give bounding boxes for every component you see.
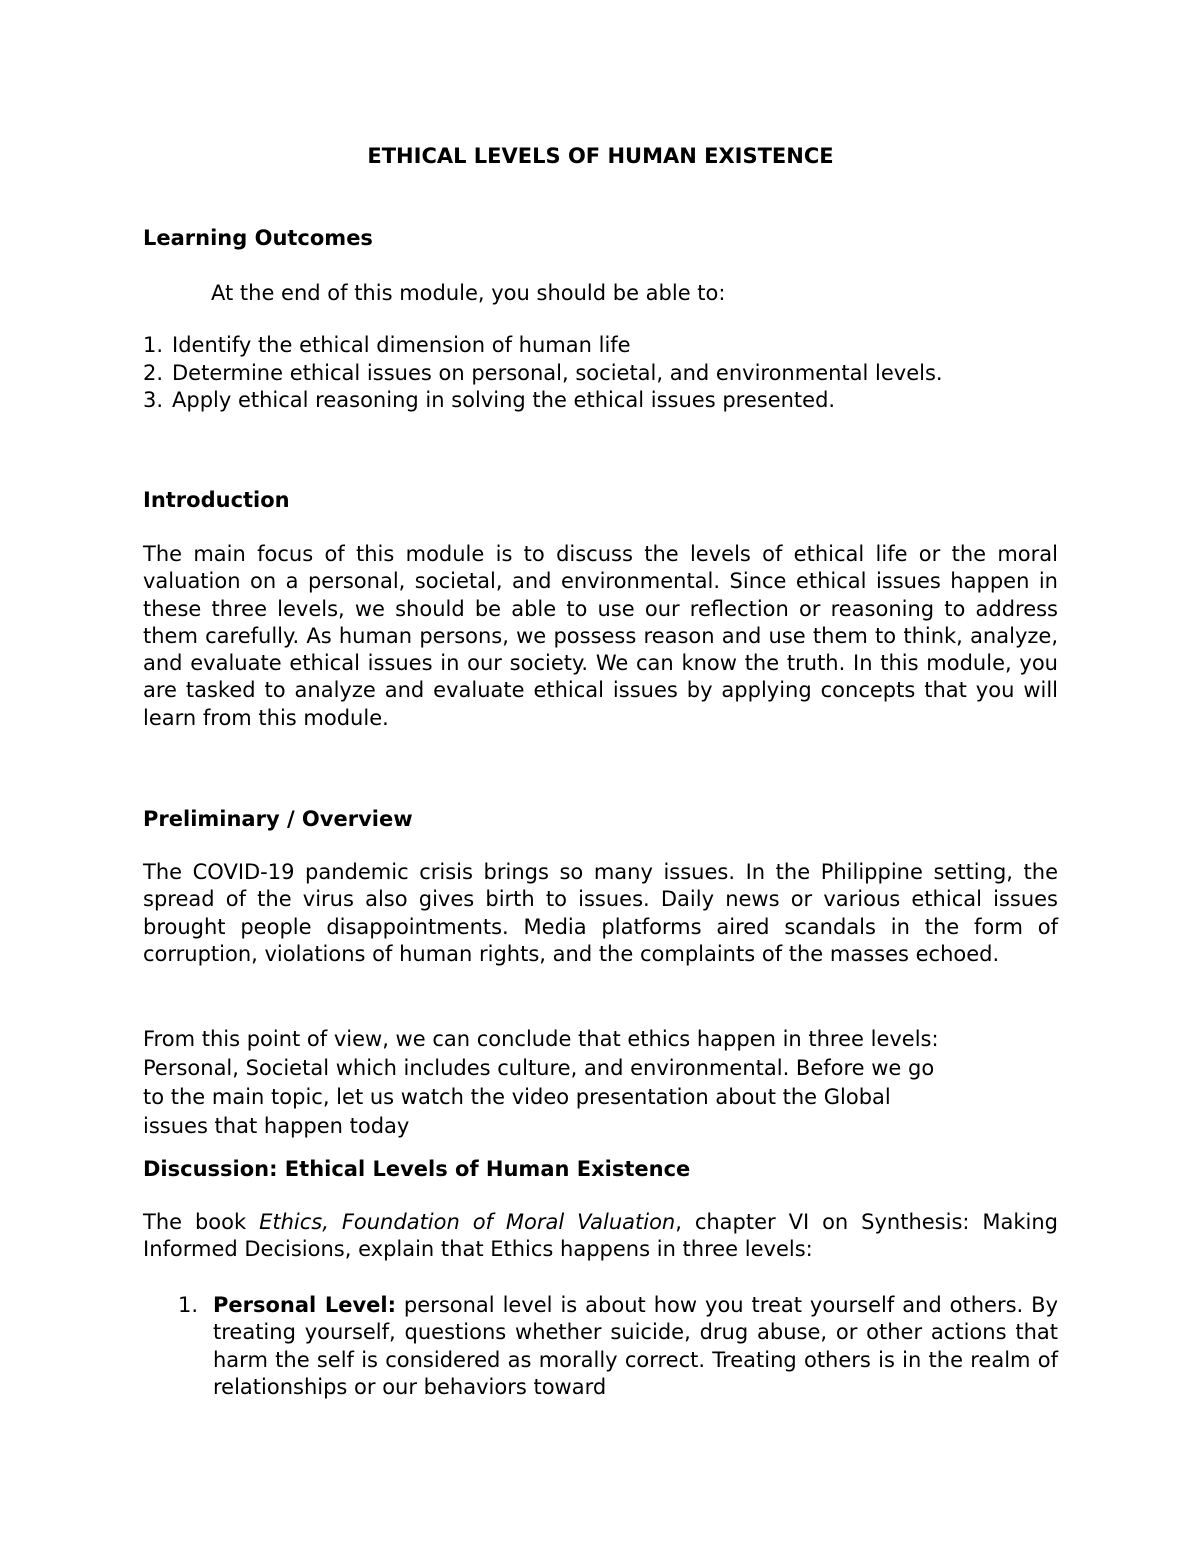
learning-outcomes-heading: Learning Outcomes	[143, 226, 373, 250]
overview-paragraph-2-line: to the main topic, let us watch the video presentation about the Global	[143, 1085, 891, 1109]
list-item-text: Apply ethical reasoning in solving the ethical issues presented.	[172, 388, 836, 412]
list-item-number: 1.	[143, 333, 164, 357]
level-text: personal level is about how you treat yourself and others. By treating yourself, questions whether suicide, drug abuse, or other actions that harm the self is considered as morally correct. Treating others is in the realm of relationships or our behaviors toward	[213, 1293, 1058, 1399]
overview-paragraph-2	[143, 1025, 1058, 1141]
level-term: Personal Level:	[213, 1293, 396, 1317]
discussion-intro-pre: The book	[143, 1210, 260, 1234]
introduction-paragraph: The main focus of this module is to discuss the levels of ethical life or the moral valuation on a personal, societal, and environmental. Since ethical issues happen in these three levels, we should be able to use our reflection or reasoning to address them carefully. As human persons, we possess reason and use them to think, analyze, and evaluate ethical issues in our society. We can know the truth. In this module, you are tasked to analyze and evaluate ethical issues by applying concepts that you will learn from this module.	[143, 542, 1058, 730]
document-title: ETHICAL LEVELS OF HUMAN EXISTENCE	[367, 144, 834, 168]
list-item	[143, 387, 943, 415]
overview-paragraph-2-line: Personal, Societal which includes culture, and environmental. Before we go	[143, 1056, 935, 1080]
list-item	[143, 360, 943, 388]
overview-heading: Preliminary / Overview	[143, 807, 413, 831]
list-item-text: Identify the ethical dimension of human life	[172, 333, 631, 357]
book-title: Ethics, Foundation of Moral Valuation	[259, 1210, 676, 1234]
list-item-number: 2.	[143, 360, 164, 385]
introduction-heading: Introduction	[143, 488, 290, 512]
list-item-number: 3.	[143, 388, 164, 412]
overview-paragraph-2-line: issues that happen today	[143, 1114, 410, 1138]
discussion-intro	[143, 1209, 1058, 1264]
list-item-number: 1.	[178, 1293, 199, 1317]
list-item	[143, 332, 943, 360]
learning-outcomes-lead: At the end of this module, you should be able to:	[211, 281, 726, 305]
discussion-intro-post: , chapter VI on Synthesis: Making Informed Decisions, explain that Ethics happens in three levels:	[143, 1210, 1059, 1262]
list-item	[178, 1292, 1058, 1401]
overview-paragraph: The COVID-19 pandemic crisis brings so many issues. In the Philippine setting, the spread of the virus also gives birth to issues. Daily news or various ethical issues brought people disappointments. Media platforms aired scandals in the form of corruption, violations of human rights, and the complaints of the masses echoed.	[143, 860, 1058, 966]
list-item-text: Determine ethical issues on personal, societal, and environmental levels.	[172, 360, 943, 385]
overview-paragraph-2-line: From this point of view, we can conclude that ethics happen in three levels:	[143, 1027, 939, 1051]
learning-outcomes-list	[143, 332, 943, 415]
ethical-levels-list	[178, 1292, 1058, 1401]
discussion-heading: Discussion: Ethical Levels of Human Existence	[143, 1157, 691, 1181]
